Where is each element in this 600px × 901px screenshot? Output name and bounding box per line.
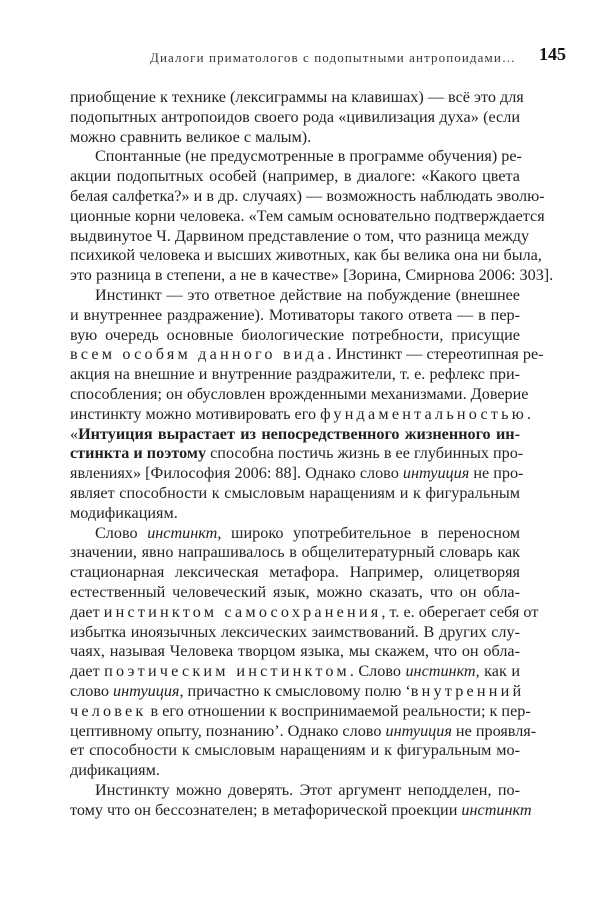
text-line [70,306,520,326]
text-run: выдвинутое Ч. Дарвином представление о том, что разница между [70,226,530,245]
text-run: белая салфетка?» и в др. случаях) — возможность наблюдать эволю- [70,186,545,205]
text-line [70,642,520,662]
text-line [70,444,524,464]
text-run: дификациям. [70,761,160,780]
text-run: Спонтанные (не предусмотренные в программе обучения) ре- [95,147,522,166]
text-run: не про- [469,464,524,483]
text-run: акции подопытных особей (например, в диалоге: «Какого цвета [70,167,520,186]
bold-text: стинкта и поэтому [70,444,207,463]
text-run: естественный человеческий язык, можно сказать, что он обла- [70,582,520,601]
text-line [70,602,539,623]
text-run: и внутреннее раздражение). Мотиваторы такого ответа — в пер- [70,305,520,324]
emphasis-spaced: внутренний [410,681,525,700]
text-line [70,484,520,504]
text-run: Инстинкт — это ответное действие на побуждение (внешнее [95,285,520,304]
text-line [70,583,520,603]
text-run: ционные корни человека. «Тем самым основательно подтверждается [70,206,545,225]
text-run: « [70,424,79,443]
text-line [70,681,525,702]
text-line [70,88,524,108]
bold-text: Интуиция вырастает из непосредственного жизненного ин- [78,424,520,443]
text-run: являет способности к смысловым наращениям и к фигуральным [70,483,520,502]
text-line [70,326,520,346]
italic-term: интуиция [402,464,470,483]
italic-term: инстинкт [405,662,476,681]
text-run: , т. е. оберегает себя от [381,602,539,621]
page-number: 145 [539,44,566,64]
text-run: стационарная лексическая метафора. Например, олицетворяя [70,563,520,582]
text-line [70,781,520,801]
text-line [70,286,520,306]
text-run: дает [70,662,105,681]
text-run: . Инстинкт — стереотипная ре- [327,345,544,364]
text-run: вую очередь основные биологические потребности, присущие [70,325,520,344]
emphasis-spaced: человек [70,701,147,720]
text-run: чаях, называя Человека творцом языка, мы скажем, что он обла- [70,642,520,661]
text-run: тому что он бессознателен; в метафорической проекции [70,800,462,819]
text-run: . [527,404,532,423]
text-line [70,384,529,405]
text-run: слово [70,681,114,700]
text-run: психикой человека и высших животных, как бы велика она ни была, [70,246,542,265]
text-run: . Слово [349,662,406,681]
text-line [70,167,520,187]
text-run: в его отношении к воспринимаемой реальности; к пер- [146,701,531,720]
text-line [70,761,520,781]
text-line [70,623,520,643]
text-run: модификациям. [70,503,178,522]
text-run: , причастно к смысловому полю ‘ [179,681,411,700]
text-run: способления; он обусловлен врожденными механизмами. Доверие [70,384,529,403]
text-line [70,266,554,286]
text-line [70,721,537,742]
text-line [70,563,520,583]
text-run: способна постичь жизнь в ее глубинных про- [206,444,524,463]
text-run: ет способности к смысловым наращениям и к фигуральным мо- [70,741,520,760]
text-run: явлениях» [Философия 2006: 88]. Однако слово [70,464,403,483]
text-line [70,524,520,544]
text-run: цептивному опыту, познанию’. Однако слово [70,721,386,740]
emphasis-spaced: инстинктом самосохранения [103,602,382,621]
text-line [70,504,520,524]
text-run: не проявля- [451,721,537,740]
text-run: Инстинкту можно доверять. Этот аргумент неподделен, по- [95,780,520,799]
text-line [70,246,542,266]
text-line [70,345,544,365]
text-line [70,800,532,821]
text-run: избытка иноязычных лексических заимствований. В других слу- [70,622,520,641]
text-line [70,226,530,247]
emphasis-spaced: всем особям данного вида [70,345,328,364]
text-line [70,701,531,722]
text-line [70,186,545,207]
text-line [70,147,520,167]
italic-term: интуиция [113,681,180,700]
text-run: инстинкту можно мотивировать его [70,404,321,423]
text-line [70,425,520,445]
text-run: приобщение к технике (лексиграммы на клавишах) — всё это для [70,88,524,106]
italic-term: инстинкт [461,800,532,819]
text-run: , как и [475,662,520,681]
text-run: акция на внешние и внутренние раздражители, т. е. рефлекс при- [70,365,520,384]
emphasis-spaced: поэтическим инстинктом [104,662,350,681]
text-run: Слово [95,523,148,542]
text-run: это разница в степени, а не в качестве» [Зорина, Смирнова 2006: 303]. [70,266,554,285]
text-line [70,543,520,563]
text-run: подопытных антропоидов своего рода «цивилизация духа» (если [70,107,520,126]
text-line [70,404,532,425]
italic-term: инстинкт [147,523,218,542]
text-line [70,128,520,148]
text-line [70,108,520,128]
text-line [70,662,520,682]
text-run: можно сравнить великое с малым). [70,127,312,146]
emphasis-spaced: фундаментальностью [320,404,528,423]
text-line [70,206,545,227]
running-header [120,44,566,68]
text-run: дает [70,602,104,621]
text-line [70,464,524,484]
text-line [70,365,520,385]
body-text [70,88,554,820]
text-line [70,741,520,761]
text-run: значении, явно напрашивалось в общелитературный словарь как [70,543,520,562]
text-run: , широко употребительное в переносном [217,523,520,542]
running-title: Диалоги приматологов с подопытными антропоидами… [149,50,516,65]
italic-term: интуиция [385,721,452,740]
